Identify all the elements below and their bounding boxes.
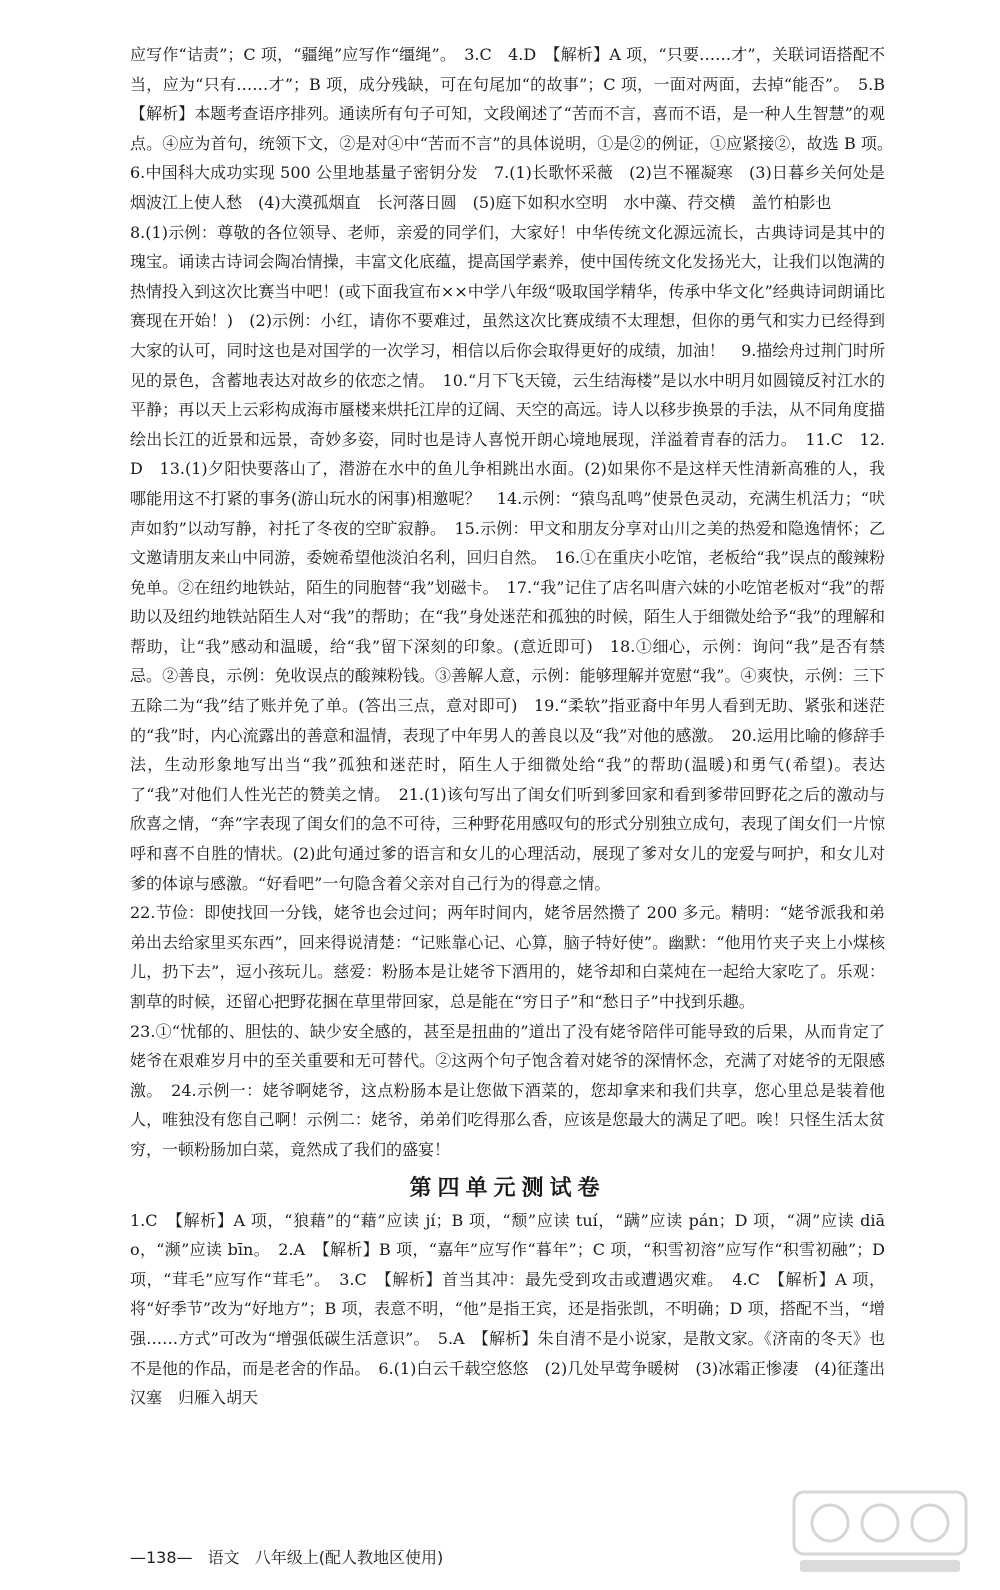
answer-paragraph-1: 应写作“诘责”；C 项，“疆绳”应写作“缰绳”。 3.C 4.D 【解析】A 项，“只要……才”，关联词语搭配不当，应为“只有……才”；B 项，成分残缺，可在句尾加“的故事”；C 项，一面对两面，去掉“能否”。 5.B 【解析】本题考查语序排列。通读所有句子可知，文段阐述了“苦而不言，喜而不语，是一种人生智慧”的观点。④应为首句，统领下文，②是对④中“苦而不言”的具体说明，①是②的例证，①应紧接②，故选 B 项。 6.中国科大成功实现 500 公里地基量子密钥分发 7.(1)长歌怀采薇 (2)岂不罹凝寒 (3)日暮乡关何处是 烟波江上使人愁 (4)大漠孤烟直 长河落日圆 (5)庭下如积水空明 水中藻、荇交横 盖竹柏影也	[130, 45, 902, 212]
grade-label: 八年级上(配人教地区使用)	[254, 1548, 444, 1567]
page-footer	[130, 1545, 453, 1568]
answer-page	[130, 40, 902, 1413]
section-title: 第四单元测试卷	[409, 1175, 606, 1201]
page-number: —138—	[130, 1548, 193, 1567]
subject-label: 语文	[207, 1548, 240, 1567]
answer-paragraph-3: 22.节俭：即使找回一分钱，姥爷也会过问；两年时间内，姥爷居然攒了 200 多元。精明：“姥爷派我和弟弟出去给家里买东西”，回来得说清楚：“记账靠心记、心算，脑子特好使”。幽默：“他用竹夹子夹上小煤核儿，扔下去”，逗小孩玩儿。慈爱：粉肠本是让姥爷下酒用的，姥爷却和白菜炖在一起给大家吃了。乐观：割草的时候，还留心把野花捆在草里带回家，总是能在“穷日子”和“愁日子”中找到乐趣。	[130, 903, 885, 1011]
answer-paragraph-4: 23.①“忧郁的、胆怯的、缺少安全感的，甚至是扭曲的”道出了没有姥爷陪伴可能导致的后果，从而肯定了姥爷在艰难岁月中的至关重要和无可替代。②这两个句子饱含着对姥爷的深情怀念，充满了对姥爷的无限感激。 24.示例一：姥爷啊姥爷，这点粉肠本是让您做下酒菜的，您却拿来和我们共享，您心里总是装着他人，唯独没有您自己啊！示例二：姥爷，弟弟们吃得那么香，应该是您最大的满足了吧。唉！只怪生活太贫穷，一顿粉肠加白菜，竟然成了我们的盛宴！	[130, 1021, 885, 1159]
answer-paragraph-2: 8.(1)示例：尊敬的各位领导、老师，亲爱的同学们，大家好！中华传统文化源远流长，古典诗词是其中的瑰宝。诵读古诗词会陶冶情操，丰富文化底蕴，提高国学素养，使中国传统文化发扬光大，让我们以饱满的热情投入到这次比赛当中吧！(或下面我宣布××中学八年级“吸取国学精华，传承中华文化”经典诗词朗诵比赛现在开始！) (2)示例：小红，请你不要难过，虽然这次比赛成绩不太理想，但你的勇气和实力已经得到大家的认可，同时这也是对国学的一次学习，相信以后你会取得更好的成绩，加油！ 9.描绘舟过荆门时所见的景色，含蓄地表达对故乡的依恋之情。 10.“月下飞天镜，云生结海楼”是以水中明月如圆镜反衬江水的平静；再以天上云彩构成海市蜃楼来烘托江岸的辽阔、天空的高远。诗人以移步换景的手法，从不同角度描绘出长江的近景和远景，奇妙多姿，同时也是诗人喜悦开朗心境地展现，洋溢着青春的活力。 11.C 12.D 13.(1)夕阳快要落山了，潜游在水中的鱼儿争相跳出水面。(2)如果你不是这样天性清新高雅的人，我哪能用这不打紧的事务(游山玩水的闲事)相邀呢？ 14.示例：“猿鸟乱鸣”使景色灵动，充满生机活力；“吠声如豹”以动写静，衬托了冬夜的空旷寂静。 15.示例：甲文和朋友分享对山川之美的热爱和隐逸情怀；乙文邀请朋友来山中同游，委婉希望他淡泊名利，回归自然。 16.①在重庆小吃馆，老板给“我”误点的酸辣粉免单。②在纽约地铁站，陌生的同胞替“我”划磁卡。 17.“我”记住了店名叫唐六妹的小吃馆老板对“我”的帮助以及纽约地铁站陌生人对“我”的帮助；在“我”身处迷茫和孤独的时候，陌生人于细微处给予“我”的理解和帮助，让“我”感动和温暖，给“我”留下深刻的印象。(意近即可) 18.①细心，示例：询问“我”是否有禁忌。②善良，示例：免收误点的酸辣粉钱。③善解人意，示例：能够理解并宽慰“我”。④爽快，示例：三下五除二为“我”结了账并免了单。(答出三点，意对即可) 19.“柔软”指亚裔中年男人看到无助、紧张和迷茫的“我”时，内心流露出的善意和温情，表现了中年男人的善良以及“我”对他的感激。 20.运用比喻的修辞手法，生动形象地写出当“我”孤独和迷茫时，陌生人于细微处给“我”的帮助(温暖)和勇气(希望)。表达了“我”对他们人性光芒的赞美之情。 21.(1)该句写出了闺女们听到爹回家和看到爹带回野花之后的激动与欣喜之情，“奔”字表现了闺女们的急不可待，三种野花用感叹句的形式分别独立成句，表现了闺女们一片惊呼和喜不自胜的情状。(2)此句通过爹的语言和女儿的心理活动，展现了爹对女儿的宠爱与呵护，和女儿对爹的体谅与感激。“好看吧”一句隐含着父亲对自己行为的得意之情。	[130, 222, 885, 893]
section-answer-paragraph: 1.C 【解析】A 项，“狼藉”的“藉”应读 jí；B 项，“颓”应读 tuí，“蹒”应读 pán；D 项，“凋”应读 diāo，“濒”应读 bīn。 2.A 【解析】B 项，“嘉年”应写作“暮年”；C 项，“积雪初溶”应写作“积雪初融”；D 项，“茸毛”应写作“茸毛”。 3.C 【解析】首当其冲：最先受到攻击或遭遇灾难。 4.C 【解析】A 项，将“好季节”改为“好地方”；B 项，表意不明，“他”是指王宾，还是指张凯，不明确；D 项，搭配不当，“增强……方式”可改为“增强低碳生活意识”。 5.A 【解析】朱自清不是小说家，是散文家。《济南的冬天》也不是他的作品，而是老舍的作品。 6.(1)白云千载空悠悠 (2)几处早莺争暖树 (3)冰霜正惨凄 (4)征蓬出汉塞 归雁入胡天	[130, 1210, 885, 1408]
watermark-logo-icon	[790, 1488, 970, 1578]
